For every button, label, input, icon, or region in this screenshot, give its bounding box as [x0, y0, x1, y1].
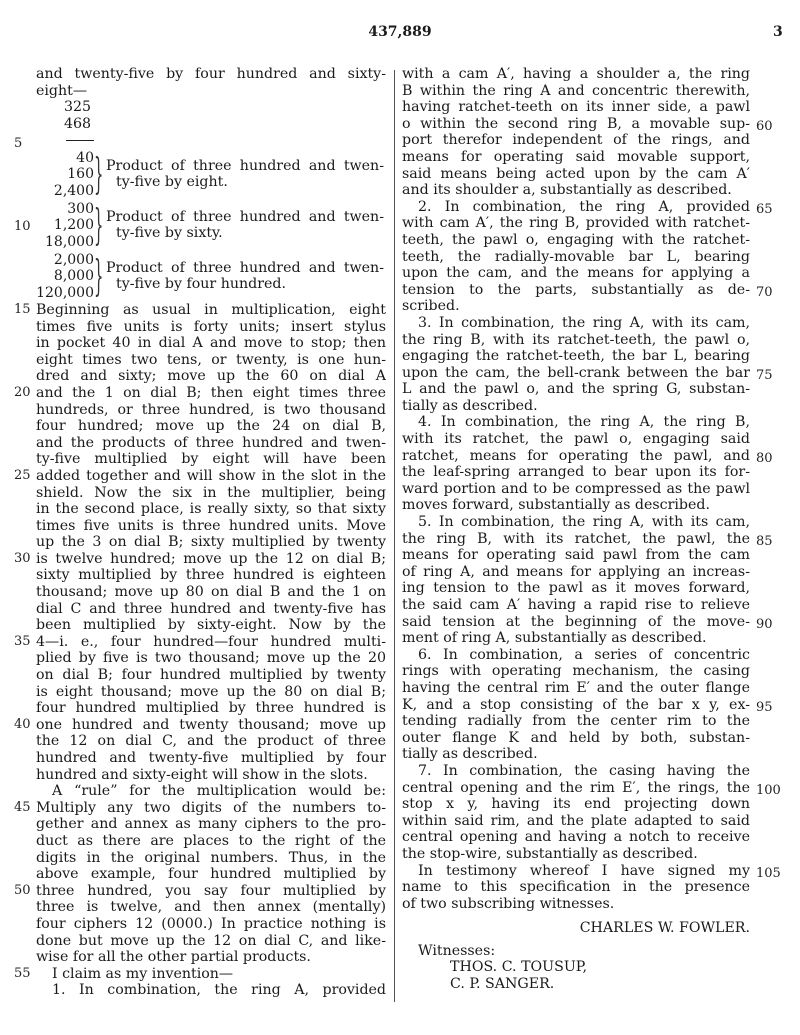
text-line: added together and will show in the slot in the [36, 467, 386, 484]
rule-paragraph [36, 783, 386, 966]
text-line: in pocket 40 in dial A and move to stop; then [36, 335, 386, 352]
text-line: engaging the ratchet-teeth, the bar L, bearing [402, 348, 750, 365]
text-line: and twenty-five by four hundred and sixty- [36, 66, 386, 82]
product-number: 300 [67, 200, 94, 217]
product-number: 18,000 [45, 233, 94, 250]
text-line: ratchet, means for operating the pawl, and [402, 447, 750, 464]
text-line: said tension at the beginning of the move- [402, 613, 750, 630]
text-line: of ring A, and means for applying an increas- [402, 563, 750, 580]
line-number: 65 [756, 202, 773, 217]
claim-4 [402, 414, 750, 514]
brace: } [94, 149, 104, 199]
left-column [36, 66, 386, 999]
text-line: the stop-wire, substantially as described. [402, 845, 698, 862]
text-line: the 12 on dial C, and the product of three [36, 733, 386, 750]
text-line: is eight thousand; move up the 80 on dial B; [36, 683, 386, 700]
line-number: 5 [14, 136, 23, 151]
text-line: with its ratchet, the pawl o, engaging said [402, 431, 750, 448]
text-line: four ciphers 12 (0000.) In practice nothing is [36, 915, 386, 932]
text-line: name to this specification in the presence [402, 879, 750, 896]
text-line: hundreds, or three hundred, is two thousand [36, 401, 386, 418]
product-label: Product of three hundred and twen- [106, 208, 384, 225]
text-line: 6. In combination, a series of concentric [418, 646, 750, 663]
text-line: 4. In combination, the ring A, the ring B, [418, 414, 750, 431]
text-line: up the 3 on dial B; sixty multiplied by twenty [36, 534, 386, 551]
text-line: stop x y, having its end projecting down [402, 796, 750, 813]
line-number: 105 [756, 866, 781, 881]
sum-rule [36, 132, 386, 149]
text-line: ward portion and to be compressed as the pawl [402, 480, 750, 497]
text-line: L and the pawl o, and the spring G, substan- [402, 381, 750, 398]
text-line: four hundred; move up the 24 on dial B, [36, 418, 386, 435]
brace: } [94, 251, 104, 301]
text-line: In testimony whereof I have signed my [418, 862, 750, 879]
product-number: 8,000 [53, 268, 94, 285]
text-line: 7. In combination, the casing having the [418, 762, 750, 779]
text-line: means for operating said pawl from the cam [402, 547, 750, 564]
text-line: dial C and three hundred and twenty-five has [36, 600, 386, 617]
text-line: Beginning as usual in multiplication, eight [36, 301, 386, 318]
brace: } [94, 200, 104, 250]
line-number: 15 [14, 302, 31, 317]
partial-product-group [36, 251, 386, 302]
text-line: rings with operating mechanism, the casing [402, 663, 750, 680]
text-line: tending radially from the center rim to the [402, 713, 750, 730]
text-line: eight— [36, 82, 88, 99]
line-number: 10 [14, 219, 31, 234]
claim-2 [402, 199, 750, 315]
text-line: sixty multiplied by three hundred is eighteen [36, 567, 386, 584]
text-line: ing tension to the pawl as it moves forward, [402, 580, 750, 597]
text-line: A “rule” for the multiplication would be: [52, 783, 386, 800]
product-number: 40 [76, 149, 94, 166]
text-line: eight times two tens, or twenty, is one hun- [36, 351, 386, 368]
text-line: thousand; move up 80 on dial B and the 1 on [36, 584, 386, 601]
signature: CHARLES W. FOWLER. [579, 920, 750, 937]
text-line: four hundred multiplied by three hundred is [36, 700, 386, 717]
text-line: scribed. [402, 298, 460, 315]
line-number: 80 [756, 451, 773, 466]
line-number: 45 [14, 800, 31, 815]
patent-number: 437,889 [368, 24, 432, 40]
text-line: the said cam A′ having a rapid rise to relieve [402, 597, 750, 613]
text-line: the leaf-spring arranged to bear upon its for- [402, 464, 750, 481]
line-number: 85 [756, 534, 773, 549]
line-number: 40 [14, 717, 31, 732]
text-line: 5. In combination, the ring A, with its cam, [418, 514, 750, 531]
line-number: 30 [14, 551, 31, 566]
text-line: B within the ring A and concentric therewith, [402, 82, 750, 99]
line-number: 55 [14, 966, 31, 981]
product-label: Product of three hundred and twen- [106, 157, 384, 174]
text-line: the ring B, with its ratchet, the pawl, the [402, 530, 750, 547]
text-line: tially as described. [402, 746, 538, 763]
line-number: 35 [14, 634, 31, 649]
text-line: with a cam A′, having a shoulder a, the ring [402, 66, 750, 82]
text-line: said means being acted upon by the cam A′ [402, 165, 750, 182]
text-line: hundred and twenty-five multiplied by four [36, 750, 386, 766]
text-line: the ring B, with its ratchet-teeth, the pawl o, [402, 331, 750, 348]
text-line: Multiply any two digits of the numbers to- [36, 799, 386, 816]
line-number: 75 [756, 368, 773, 383]
text-line: K, and a stop consisting of the bar x y, ex- [402, 696, 750, 713]
text-line: having the central rim E′ and the outer flange [402, 679, 750, 696]
text-line: wise for all the other partial products. [36, 949, 311, 966]
text-line: dred and sixty; move up the 60 on dial A [36, 368, 386, 385]
text-line: above example, four hundred multiplied by [36, 866, 386, 883]
partial-product-group [36, 200, 386, 251]
product-number: 1,200 [53, 217, 94, 234]
witness-name: C. P. SANGER. [450, 976, 555, 993]
product-number: 2,400 [53, 182, 94, 199]
text-line: of two subscribing witnesses. [402, 895, 615, 912]
right-column [402, 66, 750, 993]
product-number: 2,000 [53, 251, 94, 268]
text-line: and the products of three hundred and twen- [36, 434, 386, 451]
text-line: on dial B; four hundred multiplied by twenty [36, 667, 386, 684]
text-line: upon the cam, and the means for applying a [402, 265, 750, 282]
text-line: outer flange K and held by both, substan- [402, 729, 750, 746]
product-number: 120,000 [36, 284, 94, 301]
testimony [402, 863, 750, 913]
text-line: with cam A′, the ring B, provided with ratchet- [402, 215, 750, 232]
claim-1 [402, 66, 750, 199]
text-line: 4—i. e., four hundred—four hundred multi- [36, 633, 386, 650]
text-line: in the second place, is really sixty, so that sixty [36, 501, 386, 518]
line-number: 100 [756, 783, 781, 798]
text-line: teeth, the pawl o, engaging with the ratchet- [402, 231, 750, 248]
text-line: means for operating said movable support, [402, 148, 750, 165]
body-paragraph [36, 302, 386, 783]
text-line: moves forward, substantially as described. [402, 497, 710, 514]
text-line: central opening and the rim E′, the rings, the [402, 779, 750, 796]
line-number: 20 [14, 385, 31, 400]
text-line: duct as there are places to the right of the [36, 832, 386, 849]
operand: 325 [64, 99, 92, 116]
witness-name: THOS. C. TOUSUP, [450, 959, 587, 976]
text-line: upon the cam, the bell-crank between the bar [402, 364, 750, 381]
product-label: Product of three hundred and twen- [106, 259, 384, 276]
text-line: ment of ring A, substantially as described. [402, 630, 707, 647]
product-number: 160 [67, 166, 94, 183]
text-line: is twelve hundred; move up the 12 on dial B; [36, 550, 386, 567]
operand: 468 [64, 115, 92, 132]
line-number: 60 [756, 119, 773, 134]
line-number: 50 [14, 883, 31, 898]
text-line: teeth, the radially-movable bar L, bearing [402, 248, 750, 265]
text-line: 2. In combination, the ring A, provided [418, 198, 750, 215]
product-label: ty-five by sixty. [116, 225, 223, 242]
text-line: digits in the original numbers. Thus, in the [36, 849, 386, 866]
line-number: 25 [14, 468, 31, 483]
text-line: three is twelve, and then annex (mentally) [36, 899, 386, 916]
text-line: port therefor independent of the rings, and [402, 132, 750, 149]
claim-intro: I claim as my invention— [52, 965, 234, 982]
page-number: 3 [773, 24, 783, 40]
line-number: 95 [756, 700, 773, 715]
claim-1-start: 1. In combination, the ring A, provided [52, 982, 386, 999]
witnesses-label: Witnesses: [418, 942, 496, 959]
text-line: tially as described. [402, 397, 538, 414]
product-label: ty-five by four hundred. [116, 276, 286, 293]
claim-6 [402, 647, 750, 763]
text-line: times five units is three hundred units. Move [36, 517, 386, 534]
text-line: hundred and sixty-eight will show in the slots. [36, 766, 368, 783]
text-line: been multiplied by sixty-eight. Now by the [36, 617, 386, 634]
line-number: 70 [756, 285, 773, 300]
text-line: done but move up the 12 on dial C, and like- [36, 932, 386, 949]
text-line: shield. Now the six in the multiplier, being [36, 484, 386, 501]
text-line: three hundred, you say four multiplied by [36, 882, 386, 899]
text-line: central opening and having a notch to receive [402, 829, 750, 846]
text-line: within said rim, and the plate adapted to said [402, 812, 750, 829]
text-line: one hundred and twenty thousand; move up [36, 716, 386, 733]
text-line: plied by five is two thousand; move up the 20 [36, 650, 386, 667]
column-divider [394, 70, 395, 1002]
text-line: gether and annex as many ciphers to the pro- [36, 816, 386, 833]
text-line: tension to the parts, substantially as de- [402, 281, 750, 298]
claim-5 [402, 514, 750, 647]
line-number: 90 [756, 617, 773, 632]
text-line: and the 1 on dial B; then eight times three [36, 384, 386, 401]
text-line: and its shoulder a, substantially as described. [402, 182, 732, 199]
claim-3 [402, 315, 750, 415]
text-line: times five units is forty units; insert stylus [36, 318, 386, 335]
text-line: ty-five multiplied by eight will have been [36, 451, 386, 468]
partial-product-group [36, 149, 386, 200]
text-line: 3. In combination, the ring A, with its cam, [418, 314, 750, 331]
text-line: o within the second ring B, a movable sup- [402, 115, 750, 132]
text-line: having ratchet-teeth on its inner side, a pawl [402, 99, 750, 116]
claim-7 [402, 763, 750, 863]
product-label: ty-five by eight. [116, 174, 228, 191]
